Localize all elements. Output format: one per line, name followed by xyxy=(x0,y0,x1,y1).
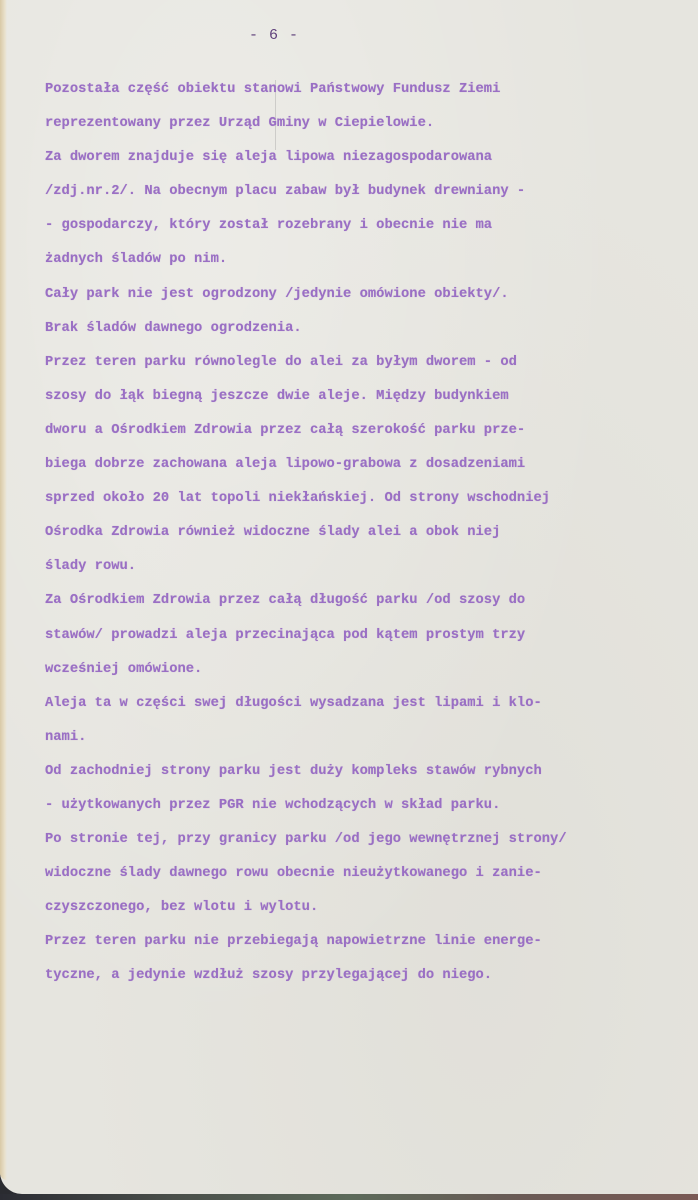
text-line: Za dworem znajduje się aleja lipowa niezagospodarowana xyxy=(45,150,493,166)
text-line: Pozostała część obiektu stanowi Państwowy Fundusz Ziemi xyxy=(45,82,501,97)
text-line: stawów/ prowadzi aleja przecinająca pod kątem prostym trzy xyxy=(45,627,526,643)
text-line: wcześniej omówione. xyxy=(45,661,203,677)
text-line: Ośrodka Zdrowia również widoczne ślady alei a obok niej xyxy=(45,525,501,541)
text-line: widoczne ślady dawnego rowu obecnie nieużytkowanego i zanie- xyxy=(45,866,542,882)
text-line: Przez teren parku nie przebiegają napowietrzne linie energe- xyxy=(45,934,542,950)
text-line: ślady rowu. xyxy=(45,559,137,575)
text-line: Cały park nie jest ogrodzony /jedynie omówione obiekty/. xyxy=(45,286,509,302)
text-line: żadnych śladów po nim. xyxy=(45,252,228,268)
text-line: reprezentowany przez Urząd Gminy w Ciepielowie. xyxy=(45,116,435,132)
text-line: - gospodarczy, który został rozebrany i obecnie nie ma xyxy=(45,218,493,234)
text-line: nami. xyxy=(45,729,87,745)
document-body xyxy=(45,73,685,994)
text-line: Po stronie tej, przy granicy parku /od jego wewnętrznej strony/ xyxy=(45,832,567,848)
text-line: - użytkowanych przez PGR nie wchodzących w skład parku. xyxy=(45,797,501,813)
text-line: /zdj.nr.2/. Na obecnym placu zabaw był budynek drewniany - xyxy=(45,184,526,200)
text-line: Od zachodniej strony parku jest duży kompleks stawów rybnych xyxy=(45,763,542,779)
text-line: Aleja ta w części swej długości wysadzana jest lipami i klo- xyxy=(45,695,542,711)
text-line: szosy do łąk biegną jeszcze dwie aleje. Między budynkiem xyxy=(45,388,509,404)
text-line: sprzed około 20 lat topoli niekłańskiej. Od strony wschodniej xyxy=(45,491,551,507)
text-line: tyczne, a jedynie wzdłuż szosy przylegającej do niego. xyxy=(45,968,493,984)
text-line: biega dobrze zachowana aleja lipowo-grabowa z dosadzeniami xyxy=(45,457,526,473)
page-number: - 6 - xyxy=(249,27,300,44)
text-line: Za Ośrodkiem Zdrowia przez całą długość parku /od szosy do xyxy=(45,593,526,609)
scan-background-strip xyxy=(0,1194,698,1200)
text-line: dworu a Ośrodkiem Zdrowia przez całą szerokość parku prze- xyxy=(45,422,526,438)
text-line: Przez teren parku równolegle do alei za byłym dworem - od xyxy=(45,354,517,370)
paper-edge xyxy=(0,0,7,1180)
text-line: Brak śladów dawnego ogrodzenia. xyxy=(45,320,302,336)
text-line: czyszczonego, bez wlotu i wylotu. xyxy=(45,900,319,916)
